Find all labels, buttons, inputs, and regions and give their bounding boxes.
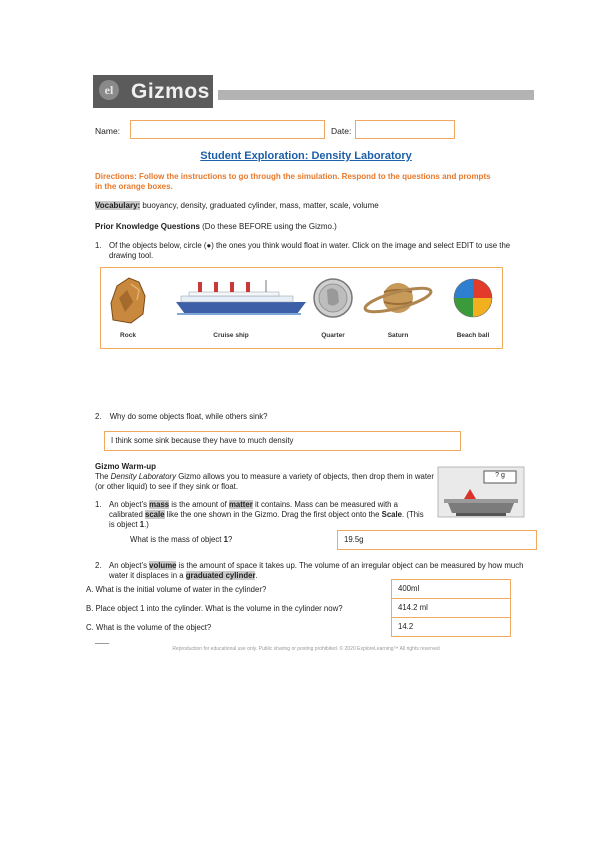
question-number: 1.	[95, 241, 102, 250]
vocabulary-terms: buoyancy, density, graduated cylinder, mass, matter, scale, volume	[140, 201, 379, 210]
gizmos-logo	[93, 75, 213, 108]
object-label-quarter: Quarter	[321, 332, 345, 339]
object-label-beach-ball: Beach ball	[456, 332, 490, 339]
answer-text: I think some sink because they have to much density	[111, 436, 294, 445]
header-divider-bar	[218, 90, 534, 100]
answer-text: 414.2 ml	[398, 603, 428, 612]
question-text: Of the objects below, circle (●) the ones you think would float in water. Click on the image and select EDIT to use the drawing tool.	[109, 241, 511, 260]
name-label: Name:	[95, 126, 121, 136]
answer-text: 19.5g	[344, 535, 364, 544]
answer-text: 14.2	[398, 622, 414, 631]
footer-divider	[95, 643, 109, 644]
beach-ball-icon	[454, 279, 492, 317]
answer-field-question-2[interactable]	[104, 431, 461, 451]
warmup-intro: The Density Laboratory Gizmo allows you to measure a variety of objects, then drop them in water (or other liquid) to see if they sink or float.	[95, 472, 434, 491]
answer-field-part-b[interactable]	[391, 598, 511, 618]
answer-field-part-a[interactable]	[391, 579, 511, 599]
question-text: Why do some objects float, while others sink?	[109, 412, 268, 421]
vocabulary-label: Vocabulary:	[95, 201, 141, 210]
directions-text: Directions: Follow the instructions to go through the simulation. Respond to the questions and prompts in the orange boxes.	[95, 172, 491, 191]
mass-sub-question: What is the mass of object 1?	[130, 535, 233, 544]
explorelearning-logo-icon: el	[99, 80, 119, 100]
question-2	[95, 412, 267, 421]
answer-field-mass[interactable]	[337, 530, 537, 550]
cruise-ship-icon	[176, 280, 306, 314]
prior-knowledge-note: (Do these BEFORE using the Gizmo.)	[199, 222, 337, 231]
scale-readout: ? g	[495, 472, 505, 479]
rock-icon	[111, 278, 145, 323]
answer-field-part-c[interactable]	[391, 617, 511, 637]
object-label-saturn: Saturn	[387, 332, 409, 339]
mass-question: 1. An object’s mass is the amount of matter it contains. Mass can be measured with a calibrated scale like the one shown in the Gizmo. Drag the first object onto the Scale. (This is object 1.)	[95, 500, 424, 529]
answer-text: 400ml	[398, 584, 420, 593]
quarter-icon	[314, 279, 352, 317]
brand-name: Gizmos	[131, 80, 210, 103]
vocabulary-line	[95, 201, 379, 210]
prior-knowledge-title: Prior Knowledge Questions	[95, 222, 200, 231]
objects-illustration	[101, 268, 501, 330]
question-number: 2.	[95, 412, 102, 421]
name-field[interactable]	[130, 120, 325, 139]
page-title: Student Exploration: Density Laboratory	[200, 150, 412, 162]
footer-copyright: Reproduction for educational use only. Public sharing or posting prohibited. © 2020 ExploreLearning™ All rights reserved	[172, 646, 440, 652]
scale-image	[436, 465, 526, 519]
date-label: Date:	[331, 126, 352, 136]
objects-image-box[interactable]	[100, 267, 503, 349]
object-label-rock: Rock	[120, 332, 136, 339]
volume-part-a: A. What is the initial volume of water in the cylinder?	[86, 585, 267, 594]
volume-part-b: B. Place object 1 into the cylinder. What is the volume in the cylinder now?	[86, 604, 343, 613]
volume-question: 2. An object’s volume is the amount of space it takes up. The volume of an irregular object can be measured by how much water it displaces in a graduated cylinder.	[95, 561, 524, 580]
object-label-cruise-ship: Cruise ship	[213, 332, 249, 339]
prior-knowledge-heading	[95, 222, 337, 231]
saturn-icon	[363, 283, 433, 317]
date-field[interactable]	[355, 120, 455, 139]
warmup-heading: Gizmo Warm-up	[95, 462, 157, 471]
volume-part-c: C. What is the volume of the object?	[86, 623, 212, 632]
